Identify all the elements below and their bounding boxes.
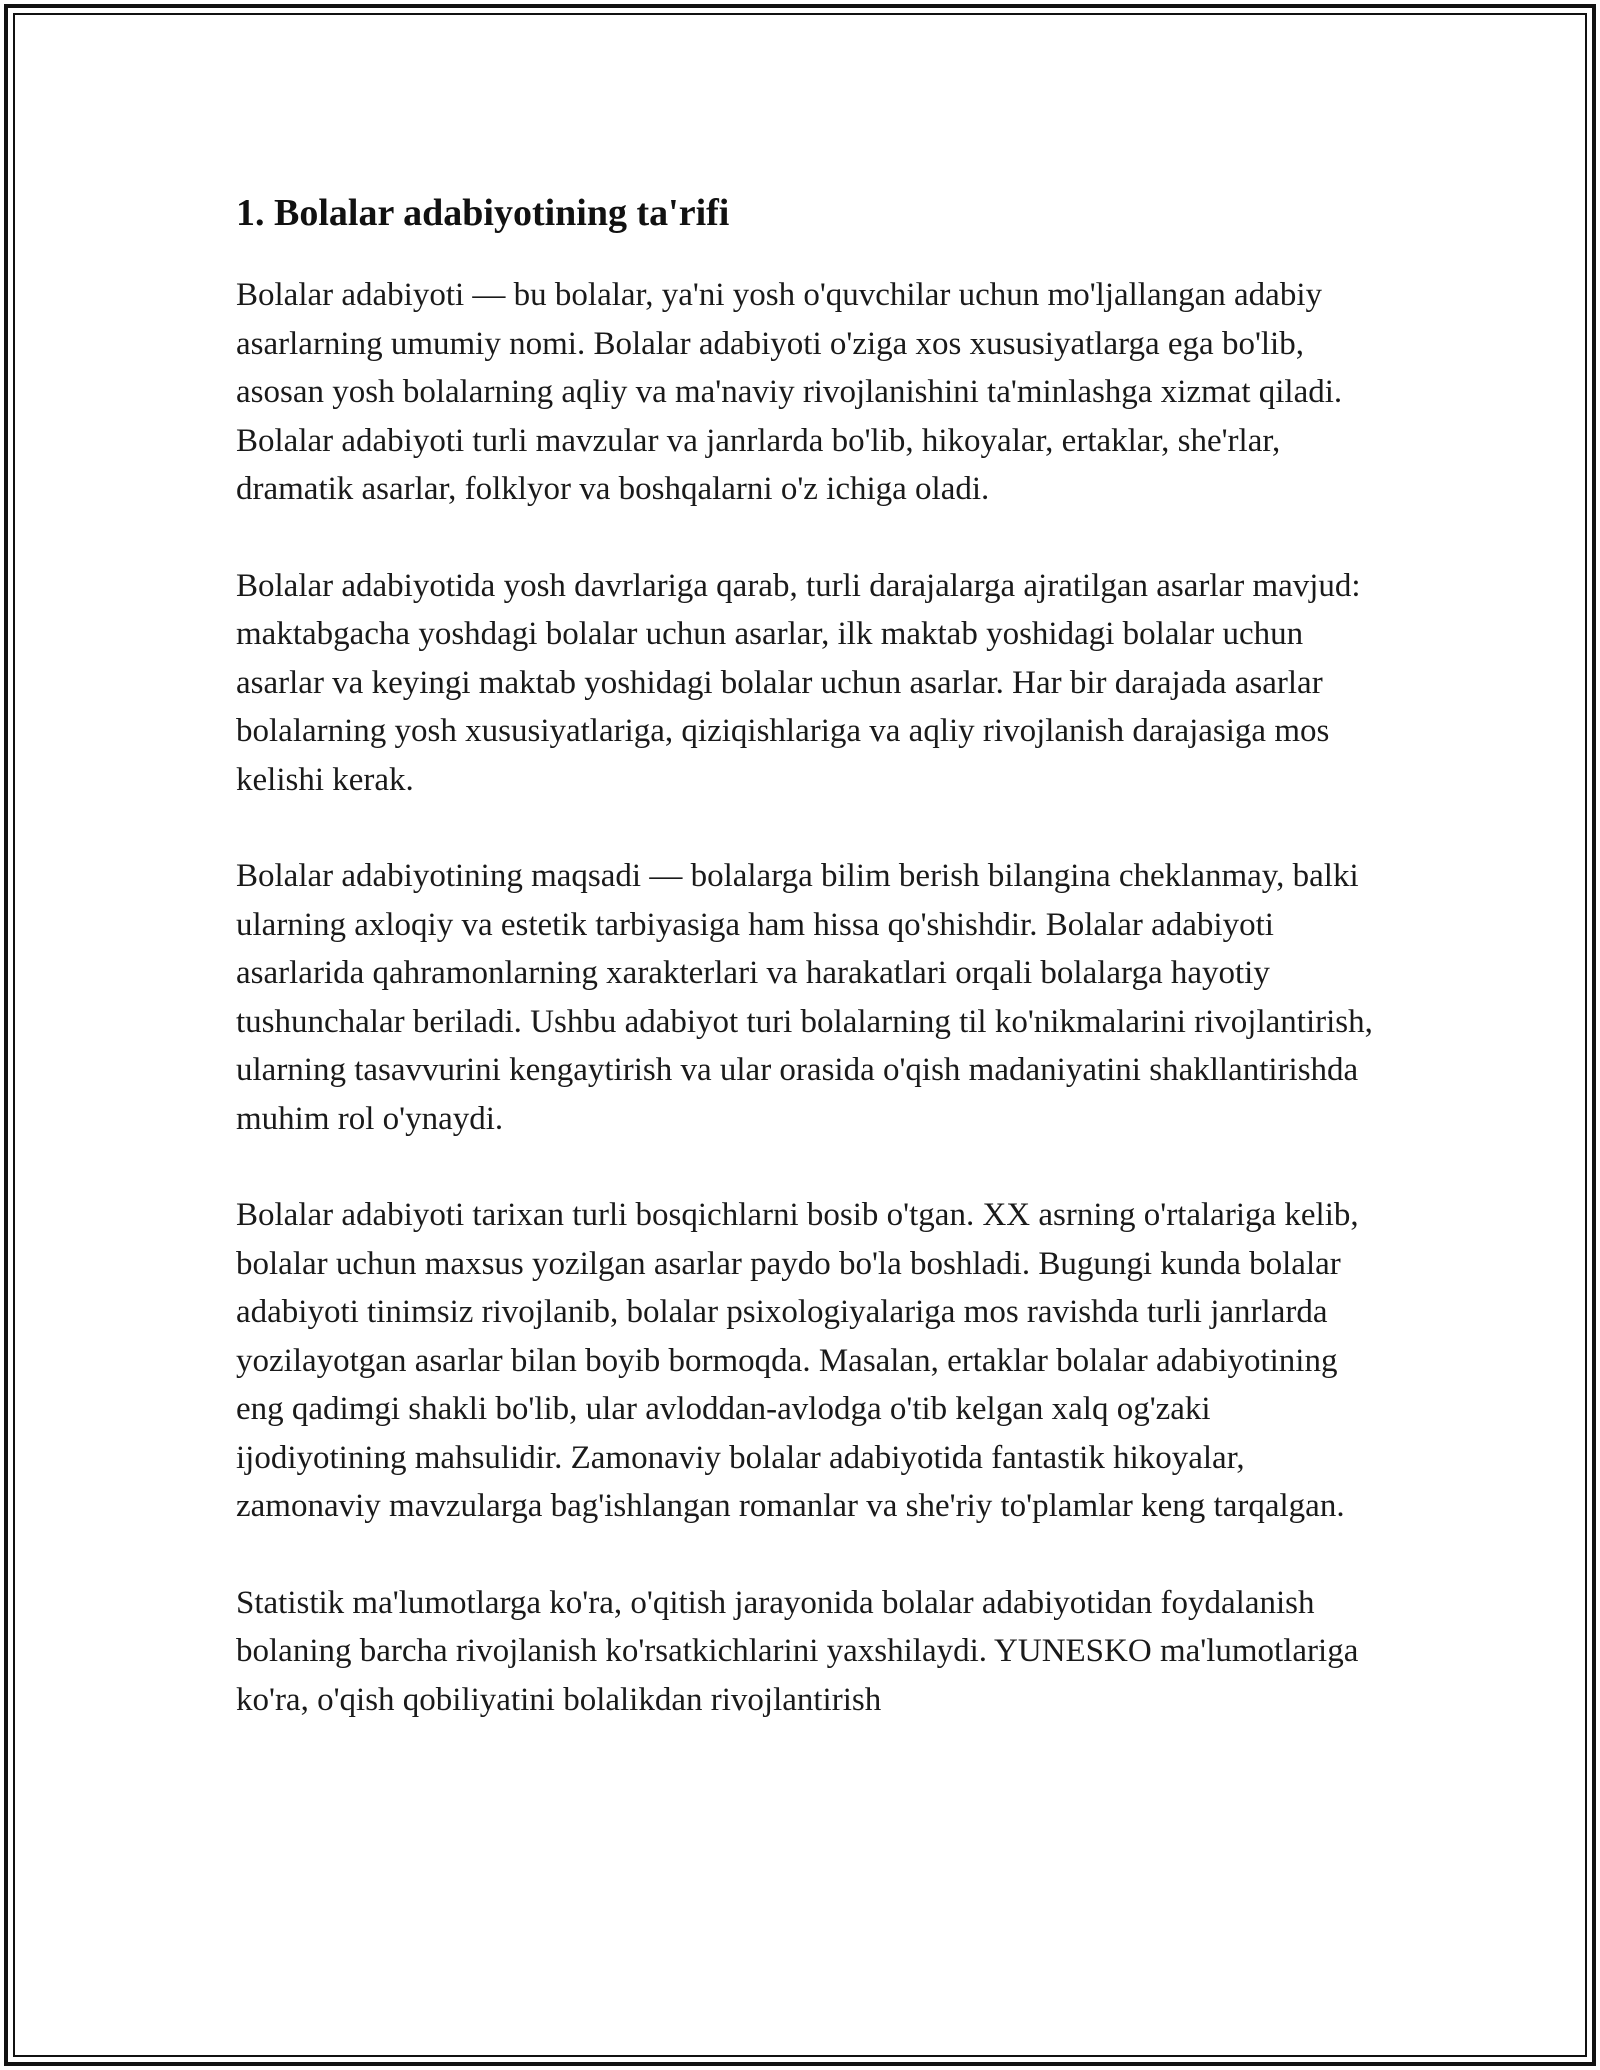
section-heading: 1. Bolalar adabiyotining ta'rifi (236, 192, 730, 234)
document-body (236, 185, 1376, 1772)
paragraph-purpose: Bolalar adabiyotining maqsadi — bolalarga bilim berish bilangina cheklanmay, balki ularning axloqiy va estetik tarbiyasiga ham hissa qo'shishdir. Bolalar adabiyoti asarlarida qahramonlarning xarakterlari va harakatlari orqali bolalarga hayotiy tushunchalar beriladi. Ushbu adabiyot turi bolalarning til ko'nikmalarini rivojlantirish, ularning tasavvurini kengaytirish va ular orasida o'qish madaniyatini shakllantirishda muhim rol o'ynaydi. (236, 858, 1373, 1137)
paragraph-statistics: Statistik ma'lumotlarga ko'ra, o'qitish jarayonida bolalar adabiyotidan foydalanish bolaning barcha rivojlanish ko'rsatkichlarini yaxshilaydi. YUNESKO ma'lumotlariga ko'ra, o'qish qobiliyatini bolalikdan rivojlantirish (236, 1584, 1359, 1718)
paragraph-history: Bolalar adabiyoti tarixan turli bosqichlarni bosib o'tgan. XX asrning o'rtalariga kelib, bolalar uchun maxsus yozilgan asarlar paydo bo'la boshladi. Bugungi kunda bolalar adabiyoti tinimsiz rivojlanib, bolalar psixologiyalariga mos ravishda turli janrlarda yozilayotgan asarlar bilan boyib bormoqda. Masalan, ertaklar bolalar adabiyotining eng qadimgi shakli bo'lib, ular avloddan-avlodga o'tib kelgan xalq og'zaki ijodiyotining mahsulidir. Zamonaviy bolalar adabiyotida fantastik hikoyalar, zamonaviy mavzularga bag'ishlangan romanlar va she'riy to'plamlar keng tarqalgan. (236, 1197, 1359, 1524)
paragraph-definition: Bolalar adabiyoti — bu bolalar, ya'ni yosh o'quvchilar uchun mo'ljallangan adabiy asarlarning umumiy nomi. Bolalar adabiyoti o'ziga xos xususiyatlarga ega bo'lib, asosan yosh bolalarning aqliy va ma'naviy rivojlanishini ta'minlashga xizmat qiladi. Bolalar adabiyoti turli mavzular va janrlarda bo'lib, hikoyalar, ertaklar, she'rlar, dramatik asarlar, folklyor va boshqalarni o'z ichiga oladi. (236, 277, 1343, 507)
paragraph-age-levels: Bolalar adabiyotida yosh davrlariga qarab, turli darajalarga ajratilgan asarlar mavjud: maktabgacha yoshdagi bolalar uchun asarlar, ilk maktab yoshidagi bolalar uchun asarlar va keyingi maktab yoshidagi bolalar uchun asarlar. Har bir darajada asarlar bolalarning yosh xususiyatlariga, qiziqishlariga va aqliy rivojlanish darajasiga mos kelishi kerak. (236, 567, 1361, 798)
